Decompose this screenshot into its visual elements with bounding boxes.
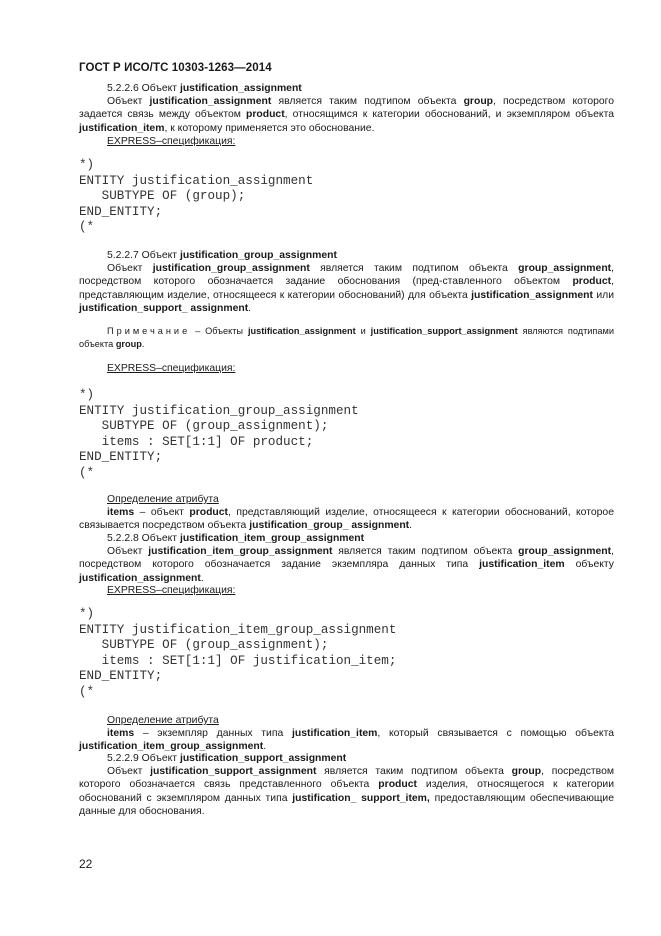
page-number: 22 bbox=[79, 857, 93, 871]
section-5-2-2-8-body: Объект justification_item_group_assignment является таким подтипом объекта group_assignment, посредством которого обозначается задание экземпляра данных типа justification_item объекту justification_assignment. bbox=[79, 546, 614, 584]
code-block-justification-assignment: *) ENTITY justification_assignment SUBTYPE OF (group); END_ENTITY; (* bbox=[79, 158, 314, 234]
section-5-2-2-7-title: 5.2.2.7 Объект justification_group_assignment bbox=[107, 250, 337, 261]
section-5-2-2-9-body: Объект justification_support_assignment является таким подтипом объекта group, посредством которого обозначается связь представленного объекта product изделия, относящегося к категории обоснований с экземпляром данных типа justification_ support_item, предоставляющим обеспечивающие данные для обоснования. bbox=[79, 766, 615, 818]
section-5-2-2-8-title: 5.2.2.8 Объект justification_item_group_assignment bbox=[107, 533, 365, 544]
code-block-justification-group-assignment: *) ENTITY justification_group_assignment SUBTYPE OF (group_assignment); items : SET[1:1] OF product; END_ENTITY; (* bbox=[79, 388, 359, 480]
code-block-justification-item-group-assignment: *) ENTITY justification_item_group_assignment SUBTYPE OF (group_assignment); items : SET[1:1] OF justification_item; END_ENTITY; (* bbox=[79, 607, 397, 699]
attribute-definition-heading-1: Определение атрибута bbox=[107, 494, 219, 505]
document-header: ГОСТ Р ИСО/ТС 10303-1263—2014 bbox=[79, 62, 272, 74]
attribute-definition-body-1: items – объект product, представляющий изделие, относящееся к категории обоснований, которое связывается посредством объекта justification_group_ assignment. bbox=[79, 507, 614, 532]
attribute-definition-body-2: items – экземпляр данных типа justification_item, который связывается с помощью объекта justification_item_group_assignment. bbox=[79, 728, 614, 753]
express-spec-label-2: EXPRESS–спецификация: bbox=[107, 363, 236, 374]
note-paragraph: Примечание – Объекты justification_assignment и justification_support_assignment являются подтипами объекта group. bbox=[79, 326, 614, 349]
section-5-2-2-6-body: Объект justification_assignment является таким подтипом объекта group, посредством которого задается связь между объектом product, относящимся к категории обоснований, и экземпляром объекта justification_item, к которому применяется это обоснование. bbox=[79, 96, 614, 134]
attribute-definition-heading-2: Определение атрибута bbox=[107, 715, 219, 726]
section-5-2-2-7-body: Объект justification_group_assignment является таким подтипом объекта group_assignment, посредством которого обозначается задание обоснования (пред-ставленного объектом product, представляющим изделие, относящееся к категории обоснований) для объекта justification_assignment или justification_support_ assignment. bbox=[79, 263, 615, 315]
section-5-2-2-6-title: 5.2.2.6 Объект justification_assignment bbox=[107, 83, 302, 94]
section-5-2-2-9-title: 5.2.2.9 Объект justification_support_assignment bbox=[107, 753, 347, 764]
express-spec-label-3: EXPRESS–спецификация: bbox=[107, 585, 236, 596]
express-spec-label-1: EXPRESS–спецификация: bbox=[107, 136, 236, 147]
